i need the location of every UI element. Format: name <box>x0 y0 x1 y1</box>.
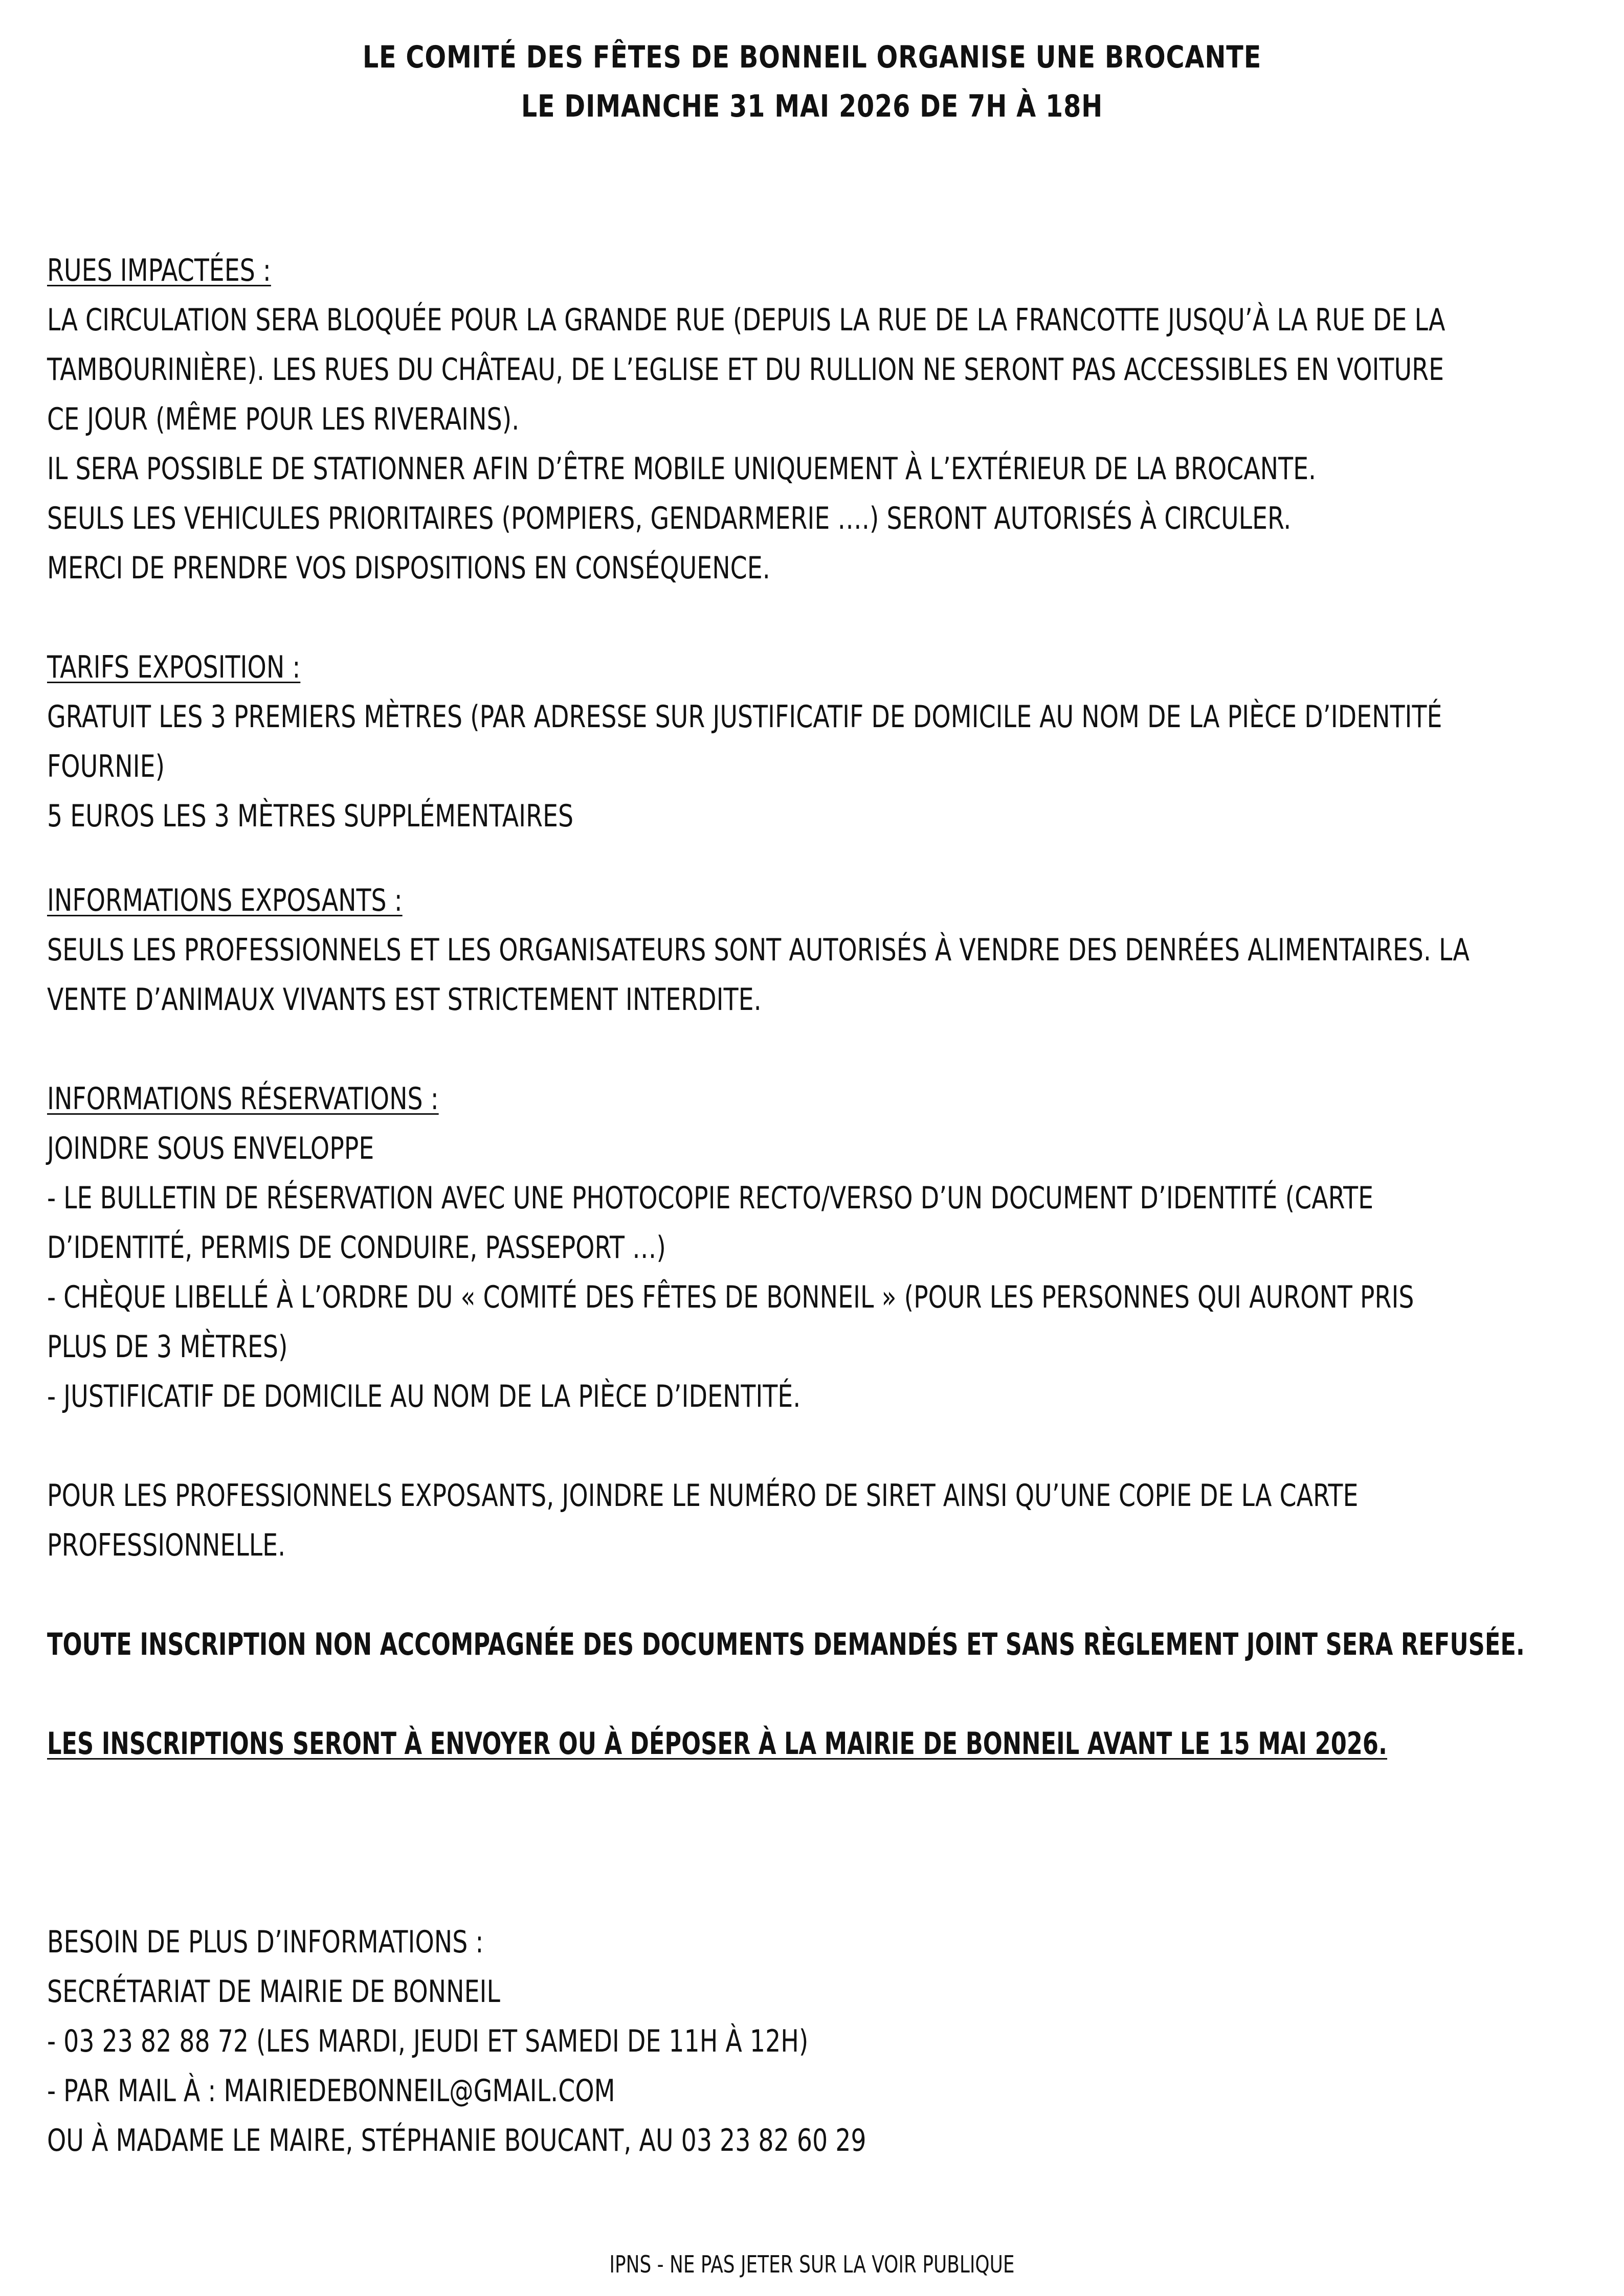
rues-line: SEULS LES VEHICULES PRIORITAIRES (POMPIERS, GENDARMERIE ….) SERONT AUTORISÉS À CIRCULER. <box>47 501 1292 536</box>
notice-refus: TOUTE INSCRIPTION NON ACCOMPAGNÉE DES DOCUMENTS DEMANDÉS ET SANS RÈGLEMENT JOINT SERA REFUSÉE. <box>47 1627 1525 1662</box>
reservations-line: - JUSTIFICATIF DE DOMICILE AU NOM DE LA PIÈCE D’IDENTITÉ. <box>47 1379 801 1414</box>
title-line-1: LE COMITÉ DES FÊTES DE BONNEIL ORGANISE UNE BROCANTE <box>362 39 1262 75</box>
footer-note: IPNS - NE PAS JETER SUR LA VOIR PUBLIQUE <box>609 2250 1015 2278</box>
reservations-line: - LE BULLETIN DE RÉSERVATION AVEC UNE PHOTOCOPIE RECTO/VERSO D’UN DOCUMENT D’IDENTITÉ (CARTE <box>47 1180 1374 1216</box>
rues-line: IL SERA POSSIBLE DE STATIONNER AFIN D’ÊTRE MOBILE UNIQUEMENT À L’EXTÉRIEUR DE LA BROCANTE. <box>47 451 1317 487</box>
contact-mayor: OU À MADAME LE MAIRE, STÉPHANIE BOUCANT, AU 03 23 82 60 29 <box>47 2123 866 2158</box>
reservations-line: PLUS DE 3 MÈTRES) <box>47 1329 288 1365</box>
contact-line: BESOIN DE PLUS D’INFORMATIONS : <box>47 1924 484 1960</box>
section-heading-tarifs: TARIFS EXPOSITION : <box>47 649 301 685</box>
rues-line: TAMBOURINIÈRE). LES RUES DU CHÂTEAU, DE L’EGLISE ET DU RULLION NE SERONT PAS ACCESSIBLES EN VOITURE <box>47 352 1444 388</box>
exposants-line: VENTE D’ANIMAUX VIVANTS EST STRICTEMENT INTERDITE. <box>47 982 762 1018</box>
reservations-line: - CHÈQUE LIBELLÉ À L’ORDRE DU « COMITÉ DES FÊTES DE BONNEIL » (POUR LES PERSONNES QUI AURONT PRIS <box>47 1279 1414 1315</box>
pro-line: PROFESSIONNELLE. <box>47 1527 286 1563</box>
rues-line: MERCI DE PRENDRE VOS DISPOSITIONS EN CONSÉQUENCE. <box>47 550 770 586</box>
rues-line: LA CIRCULATION SERA BLOQUÉE POUR LA GRANDE RUE (DEPUIS LA RUE DE LA FRANCOTTE JUSQU’À LA RUE DE LA <box>47 302 1445 338</box>
rues-line: CE JOUR (MÊME POUR LES RIVERAINS). <box>47 401 520 437</box>
section-heading-exposants: INFORMATIONS EXPOSANTS : <box>47 883 403 918</box>
reservations-line: D’IDENTITÉ, PERMIS DE CONDUIRE, PASSEPORT …) <box>47 1230 666 1266</box>
reservations-line: JOINDRE SOUS ENVELOPPE <box>47 1131 374 1166</box>
contact-phone: - 03 23 82 88 72 (LES MARDI, JEUDI ET SAMEDI DE 11H À 12H) <box>47 2023 809 2059</box>
contact-email: - PAR MAIL À : MAIRIEDEBONNEIL@GMAIL.COM <box>47 2073 615 2109</box>
section-heading-rues: RUES IMPACTÉES : <box>47 253 271 288</box>
tarifs-line: FOURNIE) <box>47 749 165 784</box>
notice-envoi: LES INSCRIPTIONS SERONT À ENVOYER OU À DÉPOSER À LA MAIRIE DE BONNEIL AVANT LE 15 MAI 2026. <box>47 1726 1388 1762</box>
title-line-2: LE DIMANCHE 31 MAI 2026 DE 7H À 18H <box>521 88 1103 124</box>
tarifs-line: GRATUIT LES 3 PREMIERS MÈTRES (PAR ADRESSE SUR JUSTIFICATIF DE DOMICILE AU NOM DE LA PIÈCE D’IDENTITÉ <box>47 699 1442 735</box>
pro-line: POUR LES PROFESSIONNELS EXPOSANTS, JOINDRE LE NUMÉRO DE SIRET AINSI QU’UNE COPIE DE LA CARTE <box>47 1478 1359 1514</box>
exposants-line: SEULS LES PROFESSIONNELS ET LES ORGANISATEURS SONT AUTORISÉS À VENDRE DES DENRÉES ALIMENTAIRES. LA <box>47 932 1470 968</box>
tarifs-line: 5 EUROS LES 3 MÈTRES SUPPLÉMENTAIRES <box>47 798 574 834</box>
contact-line: SECRÉTARIAT DE MAIRIE DE BONNEIL <box>47 1974 500 2010</box>
section-heading-reservations: INFORMATIONS RÉSERVATIONS : <box>47 1081 439 1117</box>
